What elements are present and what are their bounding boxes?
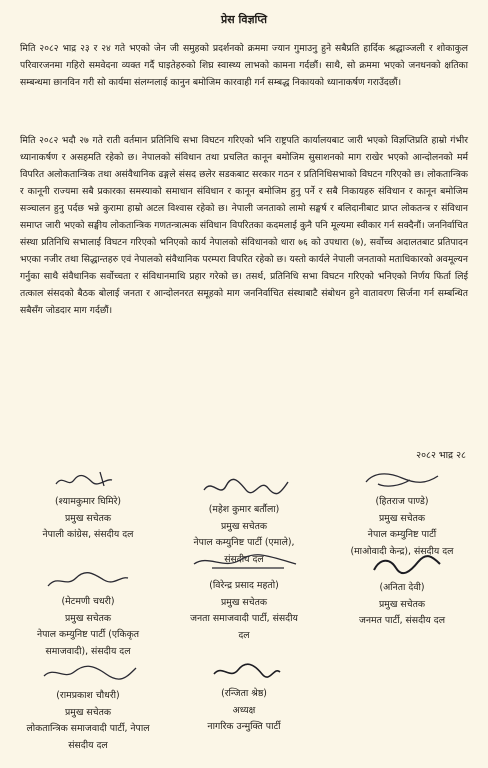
signatory-party: नेपाल कम्युनिष्ट पार्टी [367, 529, 437, 540]
paragraph-dissolution-statement: मिति २०८२ भदौ २७ गते राती वर्तमान प्रतिनिधि सभा विघटन गरिएको भनि राष्ट्रपति कार्यालयबाट जारी भएको विज्ञप्तिप्रति हाम्रो गंभीर ध्यानाकर्षण र असहमति रहेको छ। नेपालको संविधान तथा प्रचलित कानून बमोजिम सुसाशनको माग राखेर भएको आन्दोलनको मर्म विपरित अलोकतान्त्रिक तथा असंवैधानिक ढङ्गले संसद छलेर सडकबाट सरकार गठन र प्रतिनिधिसभाको विघटन गरिएको छ। लोकतान्त्रिक र कानूनी राज्यमा सबै प्रकारका समस्याको समाधान संविधान र कानून बमोजिम हुनु पर्ने र सबै निकायहरु संविधान र कानून बमोजिम सञ्चालन हुनु पर्दछ भन्ने कुरामा हाम्रो अटल विश्वास रहेको छ। नेपाली जनताको लामो सङ्घर्ष र बलिदानीबाट प्राप्त लोकतन्त्र र संविधान समाप्त जारी भएको सङ्घीय लोकतान्त्रिक गणतन्त्रात्मक संविधान विपरितका कदमलाई कुनै पनि मूल्यमा स्वीकार गर्न सक्दैनौं। जननिर्वाचित संस्था प्रतिनिधि सभालाई विघटन गरिएको भनिएको कार्य नेपालको संविधानको धारा ७६ को उपधारा (७), सर्वोच्च अदालतबाट प्रतिपादन भएका नजीर तथा सिद्धान्तहरु एवं नेपालको संवैधानिक परम्परा विपरित रहेको छ। यस्तो कार्यले नेपाली जनताको मताधिकारको अवमूल्यन गर्नुका साथै संवैधानिक सर्वोच्चता र संविधानमाथि प्रहार गरेको छ। तसर्थ, प्रतिनिधि सभा विघटन गरिएको भनिएको निर्णय फिर्ता लिई तत्काल संसदको बैठक बोलाई जनता र आन्दोलनरत समूहको माग जननिर्वाचित संस्थाबाटै संबोधन हुने वातावरण सिर्जना गर्न सम्बन्धित सबैसँग जोडदार माग गर्दछौं। [20, 135, 468, 316]
handwritten-signature [8, 466, 168, 492]
document-date: २०८२ भाद्र २८ [416, 450, 466, 461]
handwritten-signature [164, 658, 324, 684]
signatory-name: (रन्जिता श्रेष्ठ) [221, 688, 267, 699]
handwritten-signature [322, 552, 482, 578]
signatory-block [8, 566, 168, 660]
signatory-name: (अनिता देवी) [379, 582, 425, 593]
handwritten-signature [8, 566, 168, 592]
signatory-block [322, 552, 482, 630]
handwritten-signature [164, 550, 324, 576]
signatory-party-cont: समाजवादी), संसदीय दल [45, 645, 131, 657]
signatory-title: प्रमुख सचेतक [378, 512, 426, 524]
signatory-party-cont: संसदीय दल [68, 739, 108, 751]
signatory-party: जनता समाजवादी पार्टी, संसदीय [190, 613, 298, 624]
signatory-party: नेपाल कम्युनिष्ट पार्टी (एकिकृत [36, 629, 140, 640]
handwritten-signature [8, 660, 168, 686]
signatory-name: (महेश कुमार बर्तौला) [208, 504, 280, 515]
signatory-title: प्रमुख सचेतक [64, 706, 112, 718]
signatory-block [8, 660, 168, 754]
signatory-block [164, 550, 324, 644]
signatory-title: प्रमुख सचेतक [64, 612, 112, 624]
paragraph-condolence: मिति २०८२ भाद्र २३ र २४ गते भएको जेन जी समुहको प्रदर्शनको क्रममा ज्यान गुमाउनु हुने सबैप्रति हार्दिक श्रद्धाञ्जली र शोकाकुल परिवारजनमा गहिरो समवेदना व्यक्त गर्दै घाइतेहरुको शिघ्र स्वास्थ्य लाभको कामना गर्दछौं। साथै, सो क्रममा भएको जनधनको क्षतिका सम्बन्धमा छानविन गरी सो कार्यमा संलग्नलाई कानुन बमोजिम कारवाही गर्न सम्बद्ध निकायको ध्यानाकर्षण गराउँदछौं। [20, 43, 468, 88]
signatory-party: जनमत पार्टी, संसदीय दल [358, 615, 446, 626]
signatory-party-cont: (माओवादी केन्द्र), संसदीय दल [350, 545, 454, 557]
signatory-block [322, 466, 482, 560]
signatory-party: नेपाल कम्युनिष्ट पार्टी (एमाले), [193, 537, 295, 548]
signatory-party: नेपाली कांग्रेस, संसदीय दल [42, 529, 134, 540]
signatory-block [164, 658, 324, 736]
signatory-party: नागरिक उन्मुक्ति पार्टी [207, 721, 281, 732]
handwritten-signature [322, 466, 482, 492]
signatory-block [8, 466, 168, 544]
signatory-party-cont: संसदीय दल [224, 553, 264, 565]
signatory-party-cont: दल [238, 629, 250, 641]
signatory-title: प्रमुख सचेतक [220, 520, 268, 532]
signatory-title: प्रमुख सचेतक [378, 598, 426, 610]
signatory-name: (हितराज पाण्डे) [375, 496, 429, 507]
document-title: प्रेस विज्ञप्ति [220, 13, 268, 26]
handwritten-signature [164, 474, 324, 500]
signatory-title: प्रमुख सचेतक [220, 596, 268, 608]
signatory-name: (विरेन्द्र प्रसाद महतो) [209, 580, 279, 591]
signatory-name: (रामप्रकाश चौधरी) [56, 690, 120, 701]
signatory-title: अध्यक्ष [232, 704, 256, 716]
signatory-title: प्रमुख सचेतक [64, 512, 112, 524]
signatory-name: (मेटमणी चधरी) [61, 596, 115, 607]
signatory-name: (श्यामकुमार घिमिरे) [54, 496, 122, 507]
signatory-party: लोकतान्त्रिक समाजवादी पार्टी, नेपाल [26, 723, 150, 734]
